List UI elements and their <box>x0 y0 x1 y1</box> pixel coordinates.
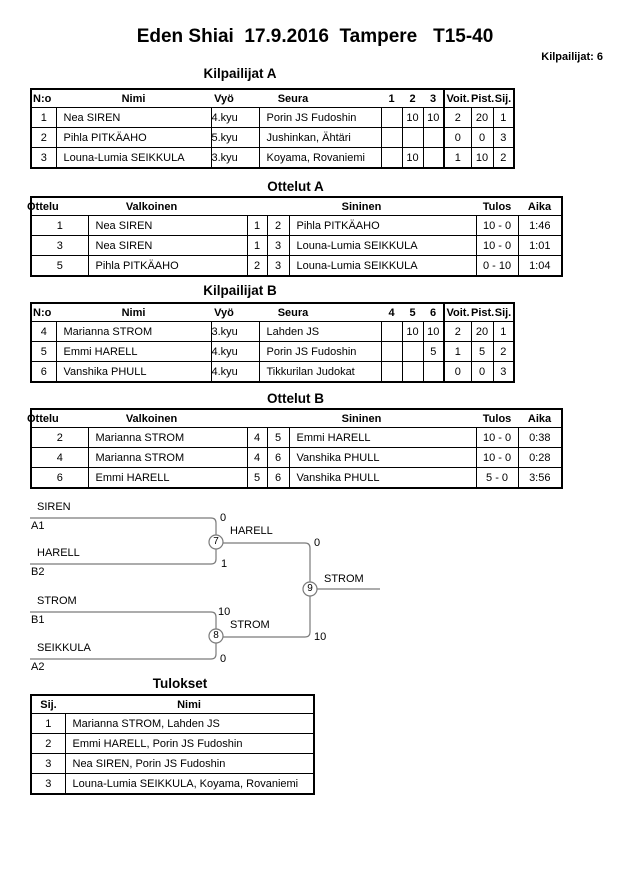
cell-points: 10 <box>471 148 493 169</box>
col-round-5: 5 <box>402 303 423 322</box>
cell-wins: 0 <box>444 362 471 383</box>
matches-b-header-row <box>31 409 562 428</box>
cell-name: Emmi HARELL <box>56 342 211 362</box>
cell-blue: Vanshika PHULL <box>289 448 476 468</box>
pool-b-row <box>31 362 514 383</box>
cell-round-3 <box>423 128 444 148</box>
pool-a-row <box>31 148 514 169</box>
match-9-number: 9 <box>307 583 313 594</box>
cell-points: 20 <box>471 108 493 128</box>
cell-blue-no: 3 <box>267 256 289 277</box>
col-blue: Sininen <box>247 409 476 428</box>
matches-b-heading: Ottelut B <box>267 391 324 406</box>
cell-number: 6 <box>31 362 56 383</box>
cell-number: 5 <box>31 342 56 362</box>
cell-round-2 <box>402 128 423 148</box>
col-name: Nimi <box>56 303 211 322</box>
cell-match: 3 <box>31 236 88 256</box>
cell-place: 2 <box>493 342 514 362</box>
results-table <box>30 694 315 795</box>
col-white: Valkoinen <box>88 409 247 428</box>
col-round-4: 4 <box>381 303 402 322</box>
col-match: Ottelu <box>31 197 88 216</box>
cell-blue-no: 5 <box>267 428 289 448</box>
cell-wins: 1 <box>444 148 471 169</box>
cell-result: 10 - 0 <box>476 236 518 256</box>
matches-a-row <box>31 256 562 277</box>
cell-white-no: 4 <box>247 448 267 468</box>
cell-result: 0 - 10 <box>476 256 518 277</box>
cell-white-no: 1 <box>247 236 267 256</box>
cell-round-6 <box>423 362 444 383</box>
cell-number: 4 <box>31 322 56 342</box>
cell-time: 0:28 <box>518 448 562 468</box>
cell-white-no: 5 <box>247 468 267 489</box>
cell-points: 5 <box>471 342 493 362</box>
pool-b-row <box>31 342 514 362</box>
cell-club: Porin JS Fudoshin <box>259 342 381 362</box>
results-heading: Tulokset <box>152 676 208 691</box>
bracket-slot1-score: 0 <box>220 512 227 524</box>
cell-wins: 2 <box>444 108 471 128</box>
col-club: Seura <box>259 89 381 108</box>
cell-round-4 <box>381 322 402 342</box>
pool-a-header-row <box>31 89 514 108</box>
col-time: Aika <box>518 197 562 216</box>
cell-blue-no: 6 <box>267 468 289 489</box>
cell-place: 1 <box>31 714 65 734</box>
cell-blue: Louna-Lumia SEIKKULA <box>289 236 476 256</box>
cell-points: 20 <box>471 322 493 342</box>
pool-a-row <box>31 108 514 128</box>
cell-white: Emmi HARELL <box>88 468 247 489</box>
pool-b-table <box>30 302 515 383</box>
cell-match: 5 <box>31 256 88 277</box>
cell-points: 0 <box>471 128 493 148</box>
col-result: Tulos <box>476 409 518 428</box>
bracket-semi1-winner-score: 0 <box>314 537 321 549</box>
col-number: N:o <box>31 303 56 322</box>
cell-belt: 4.kyu <box>211 362 259 383</box>
cell-round-1 <box>381 148 402 169</box>
col-wins: Voit. <box>444 89 471 108</box>
col-place: Sij. <box>493 89 514 108</box>
cell-round-4 <box>381 342 402 362</box>
bracket-semi2-winner-score: 10 <box>314 631 327 643</box>
cell-time: 0:38 <box>518 428 562 448</box>
cell-place: 1 <box>493 108 514 128</box>
col-name: Nimi <box>65 695 314 714</box>
cell-wins: 1 <box>444 342 471 362</box>
cell-round-1 <box>381 108 402 128</box>
cell-white-no: 2 <box>247 256 267 277</box>
cell-white: Pihla PITKÄAHO <box>88 256 247 277</box>
col-points: Pist. <box>471 303 493 322</box>
matches-b-row <box>31 428 562 448</box>
cell-place: 3 <box>493 128 514 148</box>
cell-round-2: 10 <box>402 148 423 169</box>
cell-round-5 <box>402 362 423 383</box>
cell-match: 4 <box>31 448 88 468</box>
cell-name: Emmi HARELL, Porin JS Fudoshin <box>65 734 314 754</box>
cell-round-4 <box>381 362 402 383</box>
matches-a-row <box>31 236 562 256</box>
cell-time: 1:46 <box>518 216 562 236</box>
pool-b-row <box>31 322 514 342</box>
matches-b-row <box>31 448 562 468</box>
cell-round-2: 10 <box>402 108 423 128</box>
cell-place: 2 <box>493 148 514 169</box>
cell-club: Koyama, Rovaniemi <box>259 148 381 169</box>
cell-round-6: 5 <box>423 342 444 362</box>
col-round-3: 3 <box>423 89 444 108</box>
cell-round-3: 10 <box>423 108 444 128</box>
cell-name: Marianna STROM <box>56 322 211 342</box>
bracket-final-winner: STROM <box>324 573 364 585</box>
cell-round-5: 10 <box>402 322 423 342</box>
cell-white: Marianna STROM <box>88 448 247 468</box>
col-club: Seura <box>259 303 381 322</box>
results-row <box>31 754 314 774</box>
cell-name: Marianna STROM, Lahden JS <box>65 714 314 734</box>
col-round-1: 1 <box>381 89 402 108</box>
cell-name: Vanshika PHULL <box>56 362 211 383</box>
bracket-semi2-winner: STROM <box>230 619 270 631</box>
cell-white: Nea SIREN <box>88 216 247 236</box>
col-wins: Voit. <box>444 303 471 322</box>
cell-blue-no: 6 <box>267 448 289 468</box>
cell-number: 3 <box>31 148 56 169</box>
cell-blue-no: 2 <box>267 216 289 236</box>
cell-result: 10 - 0 <box>476 216 518 236</box>
match-7-number: 7 <box>213 536 219 547</box>
bracket-slot3-name: STROM <box>37 595 77 607</box>
bracket-slot4-score: 0 <box>220 653 227 665</box>
cell-result: 5 - 0 <box>476 468 518 489</box>
cell-name: Nea SIREN <box>56 108 211 128</box>
cell-blue: Vanshika PHULL <box>289 468 476 489</box>
col-belt: Vyö <box>211 89 259 108</box>
cell-time: 1:01 <box>518 236 562 256</box>
cell-white-no: 4 <box>247 428 267 448</box>
col-blue: Sininen <box>247 197 476 216</box>
bracket-slot2-seed: B2 <box>31 566 45 578</box>
bracket-slot2-name: HARELL <box>37 547 80 559</box>
cell-belt: 4.kyu <box>211 342 259 362</box>
pool-a-table <box>30 88 515 169</box>
cell-result: 10 - 0 <box>476 428 518 448</box>
cell-round-5 <box>402 342 423 362</box>
pool-b-heading: Kilpailijat B <box>203 283 277 298</box>
cell-round-1 <box>381 128 402 148</box>
cell-name: Louna-Lumia SEIKKULA <box>56 148 211 169</box>
bracket-slot1-name: SIREN <box>37 501 71 513</box>
cell-belt: 3.kyu <box>211 148 259 169</box>
cell-time: 1:04 <box>518 256 562 277</box>
cell-match: 6 <box>31 468 88 489</box>
cell-name: Pihla PITKÄAHO <box>56 128 211 148</box>
cell-round-3 <box>423 148 444 169</box>
pool-a-heading: Kilpailijat A <box>203 66 277 81</box>
col-points: Pist. <box>471 89 493 108</box>
cell-blue: Louna-Lumia SEIKKULA <box>289 256 476 277</box>
col-result: Tulos <box>476 197 518 216</box>
cell-name: Nea SIREN, Porin JS Fudoshin <box>65 754 314 774</box>
cell-place: 1 <box>493 322 514 342</box>
cell-points: 0 <box>471 362 493 383</box>
cell-match: 1 <box>31 216 88 236</box>
cell-wins: 2 <box>444 322 471 342</box>
cell-white: Nea SIREN <box>88 236 247 256</box>
page-title: Eden Shiai 17.9.2016 Tampere T15-40 <box>136 26 494 47</box>
matches-b-row <box>31 468 562 489</box>
col-place: Sij. <box>31 695 65 714</box>
cell-result: 10 - 0 <box>476 448 518 468</box>
matches-a-header-row <box>31 197 562 216</box>
cell-blue: Pihla PITKÄAHO <box>289 216 476 236</box>
matches-a-row <box>31 216 562 236</box>
cell-blue: Emmi HARELL <box>289 428 476 448</box>
col-place: Sij. <box>493 303 514 322</box>
matches-a-heading: Ottelut A <box>267 179 324 194</box>
cell-round-6: 10 <box>423 322 444 342</box>
results-row <box>31 714 314 734</box>
col-number: N:o <box>31 89 56 108</box>
cell-number: 2 <box>31 128 56 148</box>
bracket-slot4-seed: A2 <box>31 661 45 673</box>
bracket-slot4-name: SEIKKULA <box>37 642 91 654</box>
bracket-slot1-seed: A1 <box>31 520 45 532</box>
col-round-6: 6 <box>423 303 444 322</box>
col-match: Ottelu <box>31 409 88 428</box>
match-8-number: 8 <box>213 630 219 641</box>
bracket-slot3-seed: B1 <box>31 614 45 626</box>
competitor-count: Kilpailijat: 6 <box>541 51 603 63</box>
matches-b-table <box>27 408 563 489</box>
cell-place: 3 <box>493 362 514 383</box>
cell-club: Porin JS Fudoshin <box>259 108 381 128</box>
cell-place: 3 <box>31 774 65 795</box>
bracket-slot3-score: 10 <box>218 606 231 618</box>
pool-b-header-row <box>31 303 514 322</box>
results-row <box>31 774 314 795</box>
col-round-2: 2 <box>402 89 423 108</box>
bracket-line-slot3 <box>30 612 216 629</box>
cell-club: Tikkurilan Judokat <box>259 362 381 383</box>
cell-place: 2 <box>31 734 65 754</box>
results-header-row <box>31 695 314 714</box>
col-belt: Vyö <box>211 303 259 322</box>
cell-club: Lahden JS <box>259 322 381 342</box>
cell-time: 3:56 <box>518 468 562 489</box>
cell-match: 2 <box>31 428 88 448</box>
cell-name: Louna-Lumia SEIKKULA, Koyama, Rovaniemi <box>65 774 314 795</box>
cell-club: Jushinkan, Ähtäri <box>259 128 381 148</box>
col-name: Nimi <box>56 89 211 108</box>
bracket-line-semi1-winner <box>223 543 310 582</box>
matches-a-table <box>27 196 563 277</box>
cell-belt: 5.kyu <box>211 128 259 148</box>
bracket-slot2-score: 1 <box>221 558 228 570</box>
cell-blue-no: 3 <box>267 236 289 256</box>
cell-white: Marianna STROM <box>88 428 247 448</box>
bracket-line-slot1 <box>30 518 216 535</box>
cell-wins: 0 <box>444 128 471 148</box>
results-row <box>31 734 314 754</box>
cell-belt: 4.kyu <box>211 108 259 128</box>
col-white: Valkoinen <box>88 197 247 216</box>
bracket-semi1-winner: HARELL <box>230 525 273 537</box>
cell-white-no: 1 <box>247 216 267 236</box>
col-time: Aika <box>518 409 562 428</box>
cell-belt: 3.kyu <box>211 322 259 342</box>
pool-a-row <box>31 128 514 148</box>
cell-place: 3 <box>31 754 65 774</box>
cell-number: 1 <box>31 108 56 128</box>
